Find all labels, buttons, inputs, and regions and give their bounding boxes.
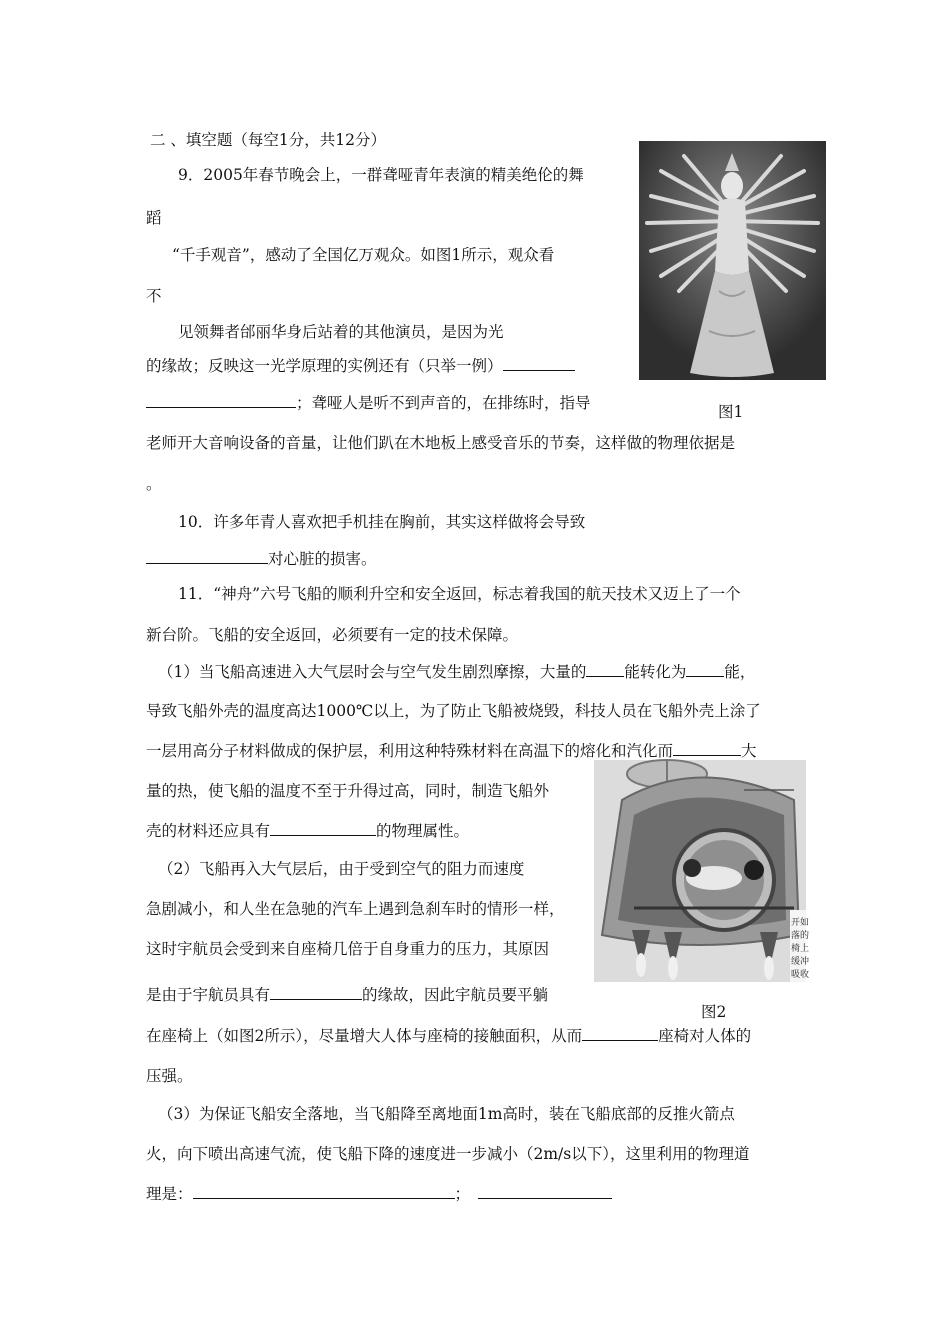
figure-2-image xyxy=(594,760,810,982)
figure-2-side-text-4: 缓冲 xyxy=(791,957,810,967)
answer-blank[interactable] xyxy=(478,1183,612,1199)
q11-part3-line-3-text-a: 理是： xyxy=(146,1185,193,1203)
q11-part3-line-3 xyxy=(146,1182,612,1204)
q9-line-7 xyxy=(146,391,591,413)
q11-part1-text-b: 能转化为 xyxy=(624,663,687,681)
q11-part2-line-5 xyxy=(146,1024,751,1046)
q11-part2-line-2: 急剧减小，和人坐在急驰的汽车上遇到急刹车时的情形一样， xyxy=(146,900,565,918)
q9-line-1: 9．2005年春节晚会上，一群聋哑青年表演的精美绝伦的舞 xyxy=(178,166,584,184)
q11-part1-text-c: 能， xyxy=(724,663,756,681)
q11-part2-line-5-text-a: 在座椅上（如图2所示），尽量增大人体与座椅的接触面积，从而 xyxy=(146,1027,583,1045)
figure-2-side-text-2: 落的 xyxy=(791,931,810,941)
q11-part1-line-5-text-b: 的物理属性。 xyxy=(376,822,470,840)
answer-blank[interactable] xyxy=(586,661,624,677)
answer-blank[interactable] xyxy=(270,984,362,1000)
q10-line-1: 10．许多年青人喜欢把手机挂在胸前，其实这样做将会导致 xyxy=(178,513,586,531)
q11-part1-line-4: 量的热，使飞船的温度不至于升得过高，同时，制造飞船外 xyxy=(146,782,550,800)
q11-part2-line-6: 压强。 xyxy=(146,1067,193,1085)
q11-part2-line-5-text-b: 座椅对人体的 xyxy=(658,1027,752,1045)
figure-2-side-text-1: 开如 xyxy=(791,918,810,928)
q11-part2-line-1: （2）飞船再入大气层后，由于受到空气的阻力而速度 xyxy=(158,860,525,878)
q10-line-2-text: 对心脏的损害。 xyxy=(268,550,377,568)
q9-line-7-text: ；聋哑人是听不到声音的，在排练时，指导 xyxy=(296,394,591,412)
answer-blank[interactable] xyxy=(193,1183,455,1199)
q11-part3-line-2: 火，向下喷出高速气流，使飞船下降的速度进一步减小（2m/s以下），这里利用的物理道 xyxy=(146,1145,750,1163)
answer-blank[interactable] xyxy=(582,1025,658,1041)
q9-line-2: 蹈 xyxy=(146,209,162,227)
answer-blank[interactable] xyxy=(673,740,741,756)
section-header: 二 、填空题（每空1分，共12分） xyxy=(150,131,387,149)
capsule-seat-illustration xyxy=(594,760,810,982)
q9-line-6-text: 的缘故；反映这一光学原理的实例还有（只举一例） xyxy=(146,357,503,375)
answer-blank[interactable] xyxy=(146,392,296,408)
q11-part2-line-4 xyxy=(146,983,548,1005)
answer-blank[interactable] xyxy=(503,355,575,371)
answer-blank[interactable] xyxy=(270,820,376,836)
q9-line-3: “千手观音”，感动了全国亿万观众。如图1所示，观众看 xyxy=(172,246,555,264)
q9-line-4: 不 xyxy=(146,287,162,305)
q9-line-5: 见领舞者邰丽华身后站着的其他演员，是因为光 xyxy=(178,323,504,341)
q11-part3-line-1: （3）为保证飞船安全落地，当飞船降至离地面1m高时，装在飞船底部的反推火箭点 xyxy=(158,1105,735,1123)
q11-part1-text-a: （1）当飞船高速进入大气层时会与空气发生剧烈摩擦，大量的 xyxy=(158,663,587,681)
answer-blank[interactable] xyxy=(146,548,268,564)
figure-1-caption: 图1 xyxy=(718,403,744,421)
figure-2-side-text-5: 吸收 xyxy=(791,970,810,980)
thousand-hand-dancer-illustration xyxy=(639,141,826,380)
q11-part2-line-4-text-a: 是由于宇航员具有 xyxy=(146,986,271,1004)
figure-2-caption: 图2 xyxy=(701,1003,727,1021)
figure-1-image xyxy=(639,141,826,380)
q9-line-8: 老师开大音响设备的音量，让他们趴在木地板上感受音乐的节奏，这样做的物理依据是 xyxy=(146,434,736,452)
q11-part1-line-2: 导致飞船外壳的温度高达1000℃以上，为了防止飞船被烧毁，科技人员在飞船外壳上涂了 xyxy=(146,702,761,720)
q11-part1-line-1 xyxy=(158,660,755,682)
q11-part1-line-5-text-a: 壳的材料还应具有 xyxy=(146,822,271,840)
q10-line-2 xyxy=(146,547,377,569)
q11-line-1: 11．“神舟”六号飞船的顺利升空和安全返回，标志着我国的航天技术又迈上了一个 xyxy=(178,585,741,603)
q11-part1-line-3 xyxy=(146,739,757,761)
q9-line-9: 。 xyxy=(146,475,162,493)
q9-line-6 xyxy=(146,354,575,376)
q11-part1-line-3-text-b: 大 xyxy=(741,742,757,760)
q11-part2-line-4-text-b: 的缘故，因此宇航员要平躺 xyxy=(362,986,549,1004)
q11-part1-line-5 xyxy=(146,819,469,841)
figure-2-side-text-3: 椅上 xyxy=(791,944,810,954)
answer-blank[interactable] xyxy=(686,661,724,677)
q11-part1-line-3-text-a: 一层用高分子材料做成的保护层，利用这种特殊材料在高温下的熔化和汽化而 xyxy=(146,742,674,760)
q11-part3-line-3-text-b: ； xyxy=(454,1185,471,1203)
q11-part2-line-3: 这时宇航员会受到来自座椅几倍于自身重力的压力，其原因 xyxy=(146,940,550,958)
q11-line-2: 新台阶。飞船的安全返回，必须要有一定的技术保障。 xyxy=(146,626,519,644)
